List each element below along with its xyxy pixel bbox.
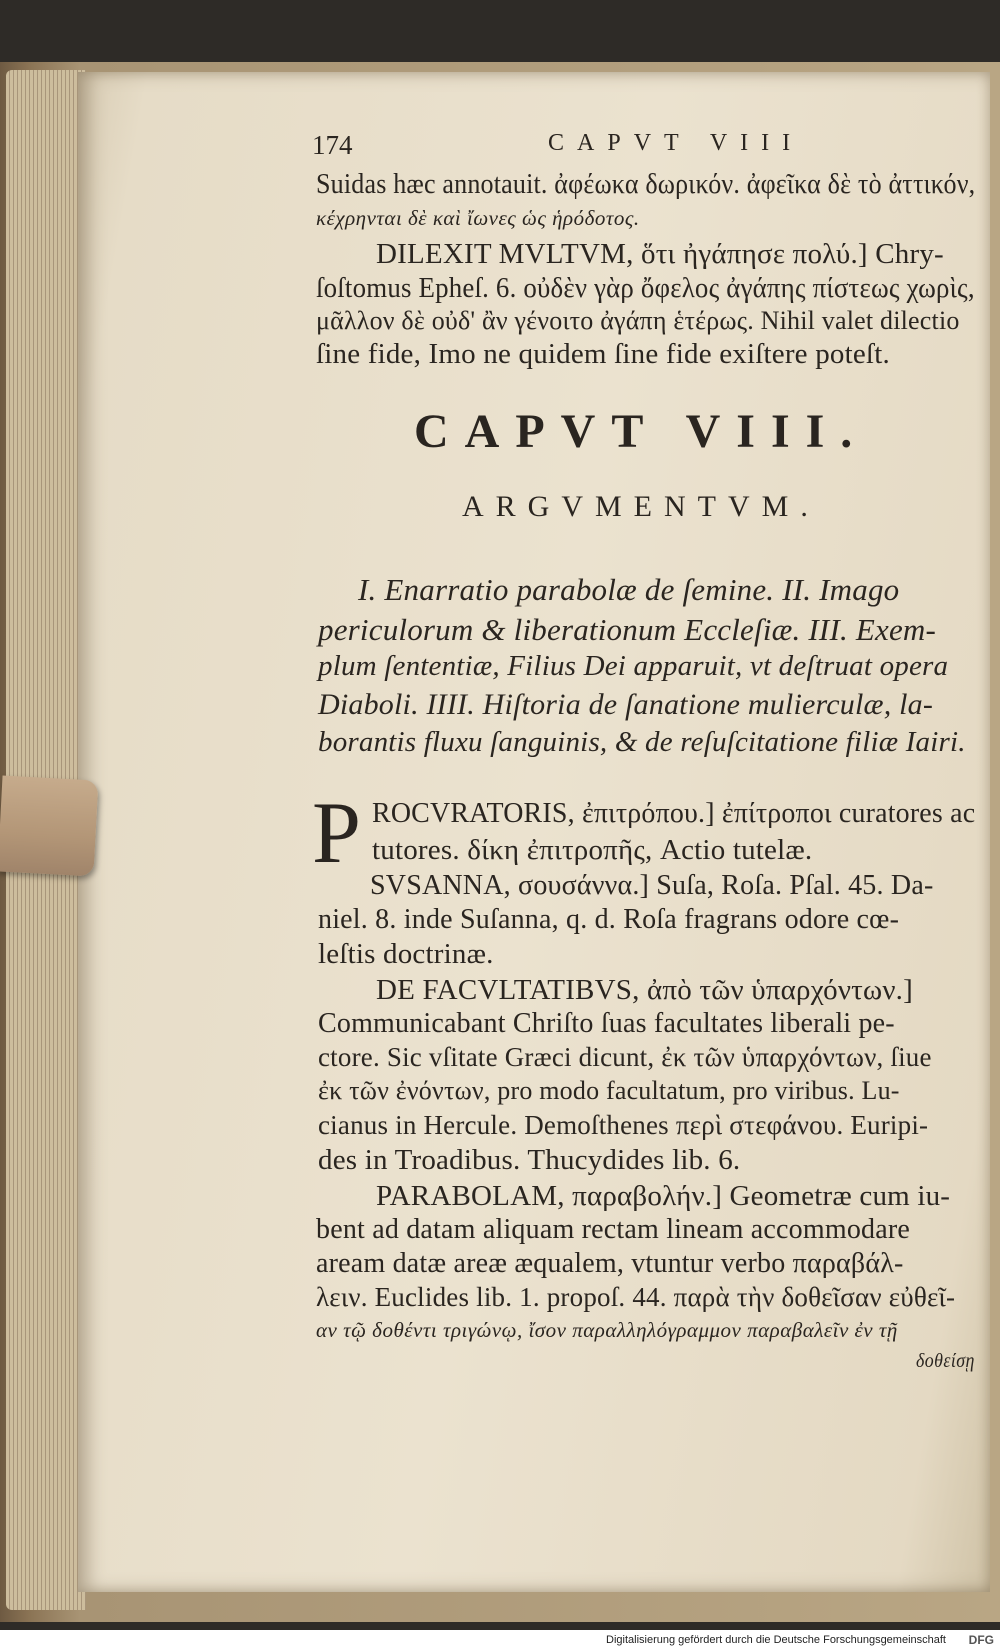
chapter-title: CAPVT VIII. [414,405,869,458]
body-line-9: ἐκ τῶν ἐνόντων, pro modo facultatum, pro viribus. Lu- [318,1076,900,1105]
argument-line-4: Diaboli. IIII. Hiſtoria de ſanatione mulierculæ, la- [318,688,934,721]
body-line-6: DE FACVLTATIBVS, ἀπὸ τῶν ὑπαρχόντων.] [376,974,913,1006]
top-line-5: μᾶλλον δὲ οὐδ' ἂν γένοιτο ἀγάπη ἑτέρως. Nihil valet dilectio [316,306,960,335]
drop-cap: P [312,785,361,882]
body-line-15: λειν. Euclides lib. 1. propoſ. 44. παρὰ τὴν δοθεῖσαν εὐθεῖ- [316,1282,956,1312]
body-line-4: niel. 8. inde Suſanna, q. d. Roſa fragrans odore cœ- [318,904,900,935]
running-head: CAPVT VIII [548,130,804,156]
argument-line-3: plum ſententiæ, Filius Dei apparuit, vt deſtruat opera [318,650,949,682]
top-line-2: κέχρηνται δὲ καὶ ἴωνες ὡς ἡρόδοτος. [316,206,640,230]
body-line-3: SVSANNA, σουσάννα.] Suſa, Roſa. Pſal. 45. Da- [370,870,934,901]
digitization-credit: Digitalisierung gefördert durch die Deutsche Forschungsgemeinschaft [606,1634,946,1646]
catchword: δοθείσῃ [916,1350,975,1372]
body-line-11: des in Troadibus. Thucydides lib. 6. [318,1144,741,1176]
body-line-8: ctore. Sic vſitate Græci dicunt, ἐκ τῶν ὑπαρχόντων, ſiue [318,1042,932,1072]
top-line-6: ſine fide, Imo ne quidem ſine fide exiſtere poteſt. [316,338,890,370]
argument-line-1: I. Enarratio parabolæ de ſemine. II. Imago [358,572,900,607]
argument-line-2: periculorum & liberationum Eccleſiæ. III. Exem- [318,612,937,647]
page-number: 174 [312,130,353,160]
argument-heading: ARGVMENTVM. [462,490,820,523]
dfg-logo: DFG [968,1633,994,1647]
top-line-4: ſoſtomus Epheſ. 6. οὐδὲν γὰρ ὄφελος ἀγάπης πίστεως χωρὶς, [316,272,975,304]
body-line-5: leſtis doctrinæ. [318,938,494,970]
top-line-1: Suidas hæc annotauit. ἀφέωκα δωρικόν. ἀφεῖκα δὲ τὸ ἀττικόν, [316,168,976,200]
body-line-16: αν τῷ δοθέντι τριγώνῳ, ἴσον παραλληλόγραμμον παραβαλεῖν ἐν τῇ [316,1318,898,1342]
body-line-14: aream datæ areæ æqualem, vtuntur verbo παραβάλ- [316,1248,904,1279]
top-line-3: DILEXIT MVLTVM, ὅτι ἠγάπησε πολύ.] Chry- [376,238,944,270]
body-line-2: tutores. δίκη ἐπιτροπῆς, Actio tutelæ. [372,834,813,866]
body-line-10: cianus in Hercule. Demoſthenes περὶ στεφάνου. Euripi- [318,1110,929,1140]
body-line-13: bent ad datam aliquam rectam lineam accommodare [316,1214,911,1245]
bookmark-ribbon [0,776,98,877]
argument-line-5: borantis fluxu ſanguinis, & de reſuſcitatione filiæ Iairi. [318,726,966,758]
body-line-7: Communicabant Chriſto ſuas facultates liberali pe- [318,1008,895,1039]
body-line-1: ROCVRATORIS, ἐπιτρόπου.] ἐπίτροποι curatores ac [372,798,976,829]
body-line-12: PARABOLAM, παραβολήν.] Geometræ cum iu- [376,1180,951,1212]
